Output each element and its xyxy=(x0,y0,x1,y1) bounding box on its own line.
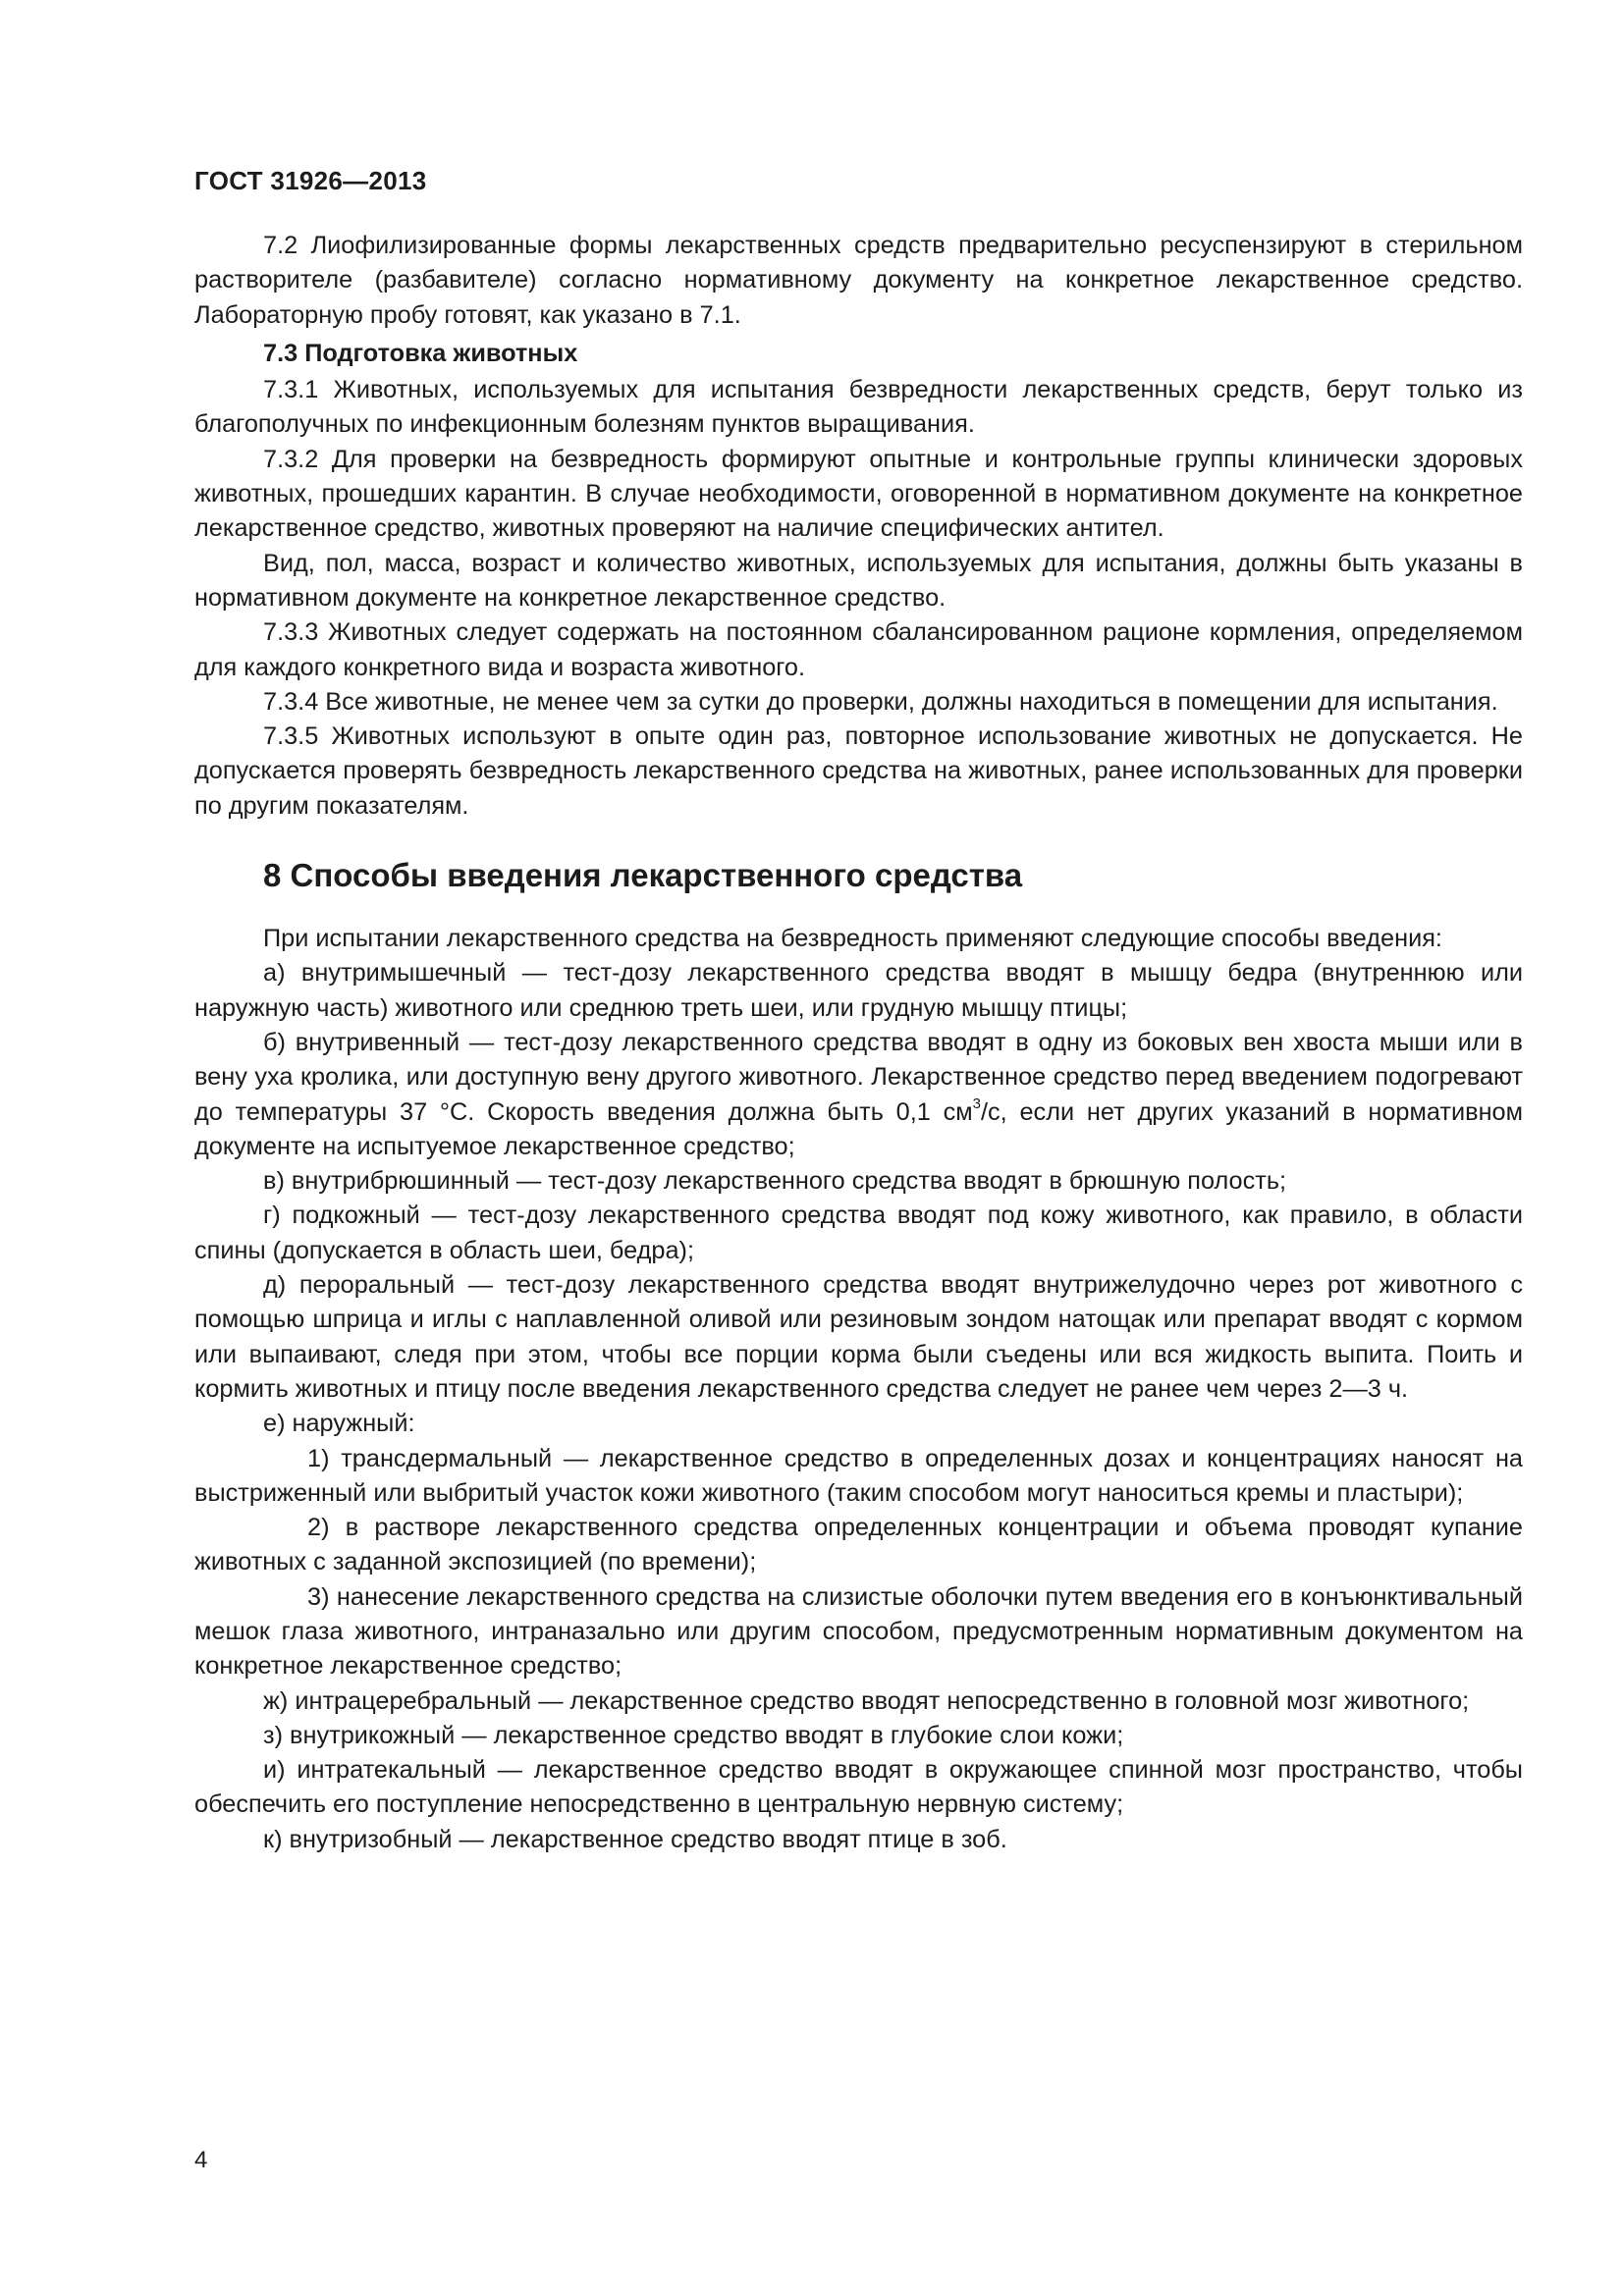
paragraph-7-3-2: 7.3.2 Для проверки на безвредность формируют опытные и контрольные группы клинически здоровых животных, прошедших карантин. В случае необходимости, оговоренной в нормативном документе на конкретное лекарственное средство, животных проверяют на наличие специфических антител. xyxy=(194,445,1523,543)
method-k-intracrop: к) внутризобный — лекарственное средство вводят птице в зоб. xyxy=(263,1825,1007,1853)
method-z-intradermal: з) внутрикожный — лекарственное средство вводят в глубокие слои кожи; xyxy=(263,1721,1124,1749)
method-b-text-end: /с, если нет других указаний в нормативном документе на испытуемое лекарственное средство; xyxy=(194,1097,1523,1160)
method-i-intrathecal: и) интратекальный — лекарственное средство вводят в окружающее спинной мозг пространство, чтобы обеспечить его поступление непосредственно в центральную нервную систему; xyxy=(194,1756,1523,1819)
subsection-heading-7-3: 7.3 Подготовка животных xyxy=(263,339,578,367)
page-number: 4 xyxy=(194,2147,208,2173)
method-v-intraperitoneal: в) внутрибрюшинный — тест-дозу лекарственного средства вводят в брюшную полость; xyxy=(263,1167,1287,1196)
method-e-1-transdermal: 1) трансдермальный — лекарственное средство в определенных дозах и концентрациях наносят на выстриженный или выбритый участок кожи животного (таким способом могут наноситься кремы и пластыри); xyxy=(194,1444,1523,1507)
section-8-title: 8 Способы введения лекарственного средства xyxy=(263,857,1023,894)
method-zh-intracerebral: ж) интрацеребральный — лекарственное средство вводят непосредственно в головной мозг животного; xyxy=(263,1686,1470,1715)
paragraph-7-3-1: 7.3.1 Животных, используемых для испытания безвредности лекарственных средств, берут только из благополучных по инфекционным болезням пунктов выращивания. xyxy=(194,376,1523,439)
method-e-3-mucosal: 3) нанесение лекарственного средства на слизистые оболочки путем введения его в конъюнктивальный мешок глаза животного, интраназально или другим способом, предусмотренным нормативным документом на конкретное лекарственное средство; xyxy=(194,1582,1523,1681)
method-a-intramuscular: а) внутримышечный — тест-дозу лекарственного средства вводят в мышцу бедра (внутреннюю или наружную часть) животного или среднюю треть шеи, или грудную мышцу птицы; xyxy=(194,959,1523,1022)
paragraph-7-3-5: 7.3.5 Животных используют в опыте один раз, повторное использование животных не допускается. Не допускается проверять безвредность лекарственного средства на животных, ранее использованных для проверки по другим показателям. xyxy=(194,722,1523,820)
method-d-oral: д) пероральный — тест-дозу лекарственного средства вводят внутрижелудочно через рот животного с помощью шприца и иглы с наплавленной оливой или резиновым зондом натощак или препарат вводят с кормом или выпаивают, следя при этом, чтобы все порции корма были съедены или вся жидкость выпита. Поить и кормить животных и птицу после введения лекарственного средства следует не ранее чем через 2—3 ч. xyxy=(194,1271,1523,1403)
section-8-intro: При испытании лекарственного средства на безвредность применяют следующие способы введения: xyxy=(263,925,1442,953)
paragraph-7-2: 7.2 Лиофилизированные формы лекарственных средств предварительно ресуспензируют в стерильном растворителе (разбавителе) согласно нормативному документу на конкретное лекарственное средство. Лабораторную пробу готовят, как указано в 7.1. xyxy=(194,232,1523,329)
paragraph-7-3-4: 7.3.4 Все животные, не менее чем за сутки до проверки, должны находиться в помещении для испытания. xyxy=(263,687,1498,716)
method-e-2-bathing: 2) в растворе лекарственного средства определенных концентрации и объема проводят купание животных с заданной экспозицией (по времени); xyxy=(194,1514,1523,1576)
superscript-3: 3 xyxy=(972,1095,981,1113)
method-e-external: е) наружный: xyxy=(263,1410,415,1438)
page-body xyxy=(194,229,1523,1857)
method-g-subcutaneous: г) подкожный — тест-дозу лекарственного средства вводят под кожу животного, как правило, в области спины (допускается в область шеи, бедра); xyxy=(194,1201,1523,1264)
standard-header: ГОСТ 31926—2013 xyxy=(194,166,427,195)
paragraph-7-3-3: 7.3.3 Животных следует содержать на постоянном сбалансированном рационе кормления, определяемом для каждого конкретного вида и возраста животного. xyxy=(194,618,1523,681)
method-b-text-start: б) внутривенный — тест-дозу лекарственного средства вводят в одну из боковых вен хвоста мыши или в вену уха кролика, или доступную вену другого животного. Лекарственное средство перед введением подогревают до температуры 37 °С. Скорость введения должна быть 0,1 см xyxy=(194,1028,1523,1126)
method-b-intravenous xyxy=(194,1026,1523,1164)
paragraph-7-3-2-continued: Вид, пол, масса, возраст и количество животных, используемых для испытания, должны быть указаны в нормативном документе на конкретное лекарственное средство. xyxy=(194,549,1523,612)
